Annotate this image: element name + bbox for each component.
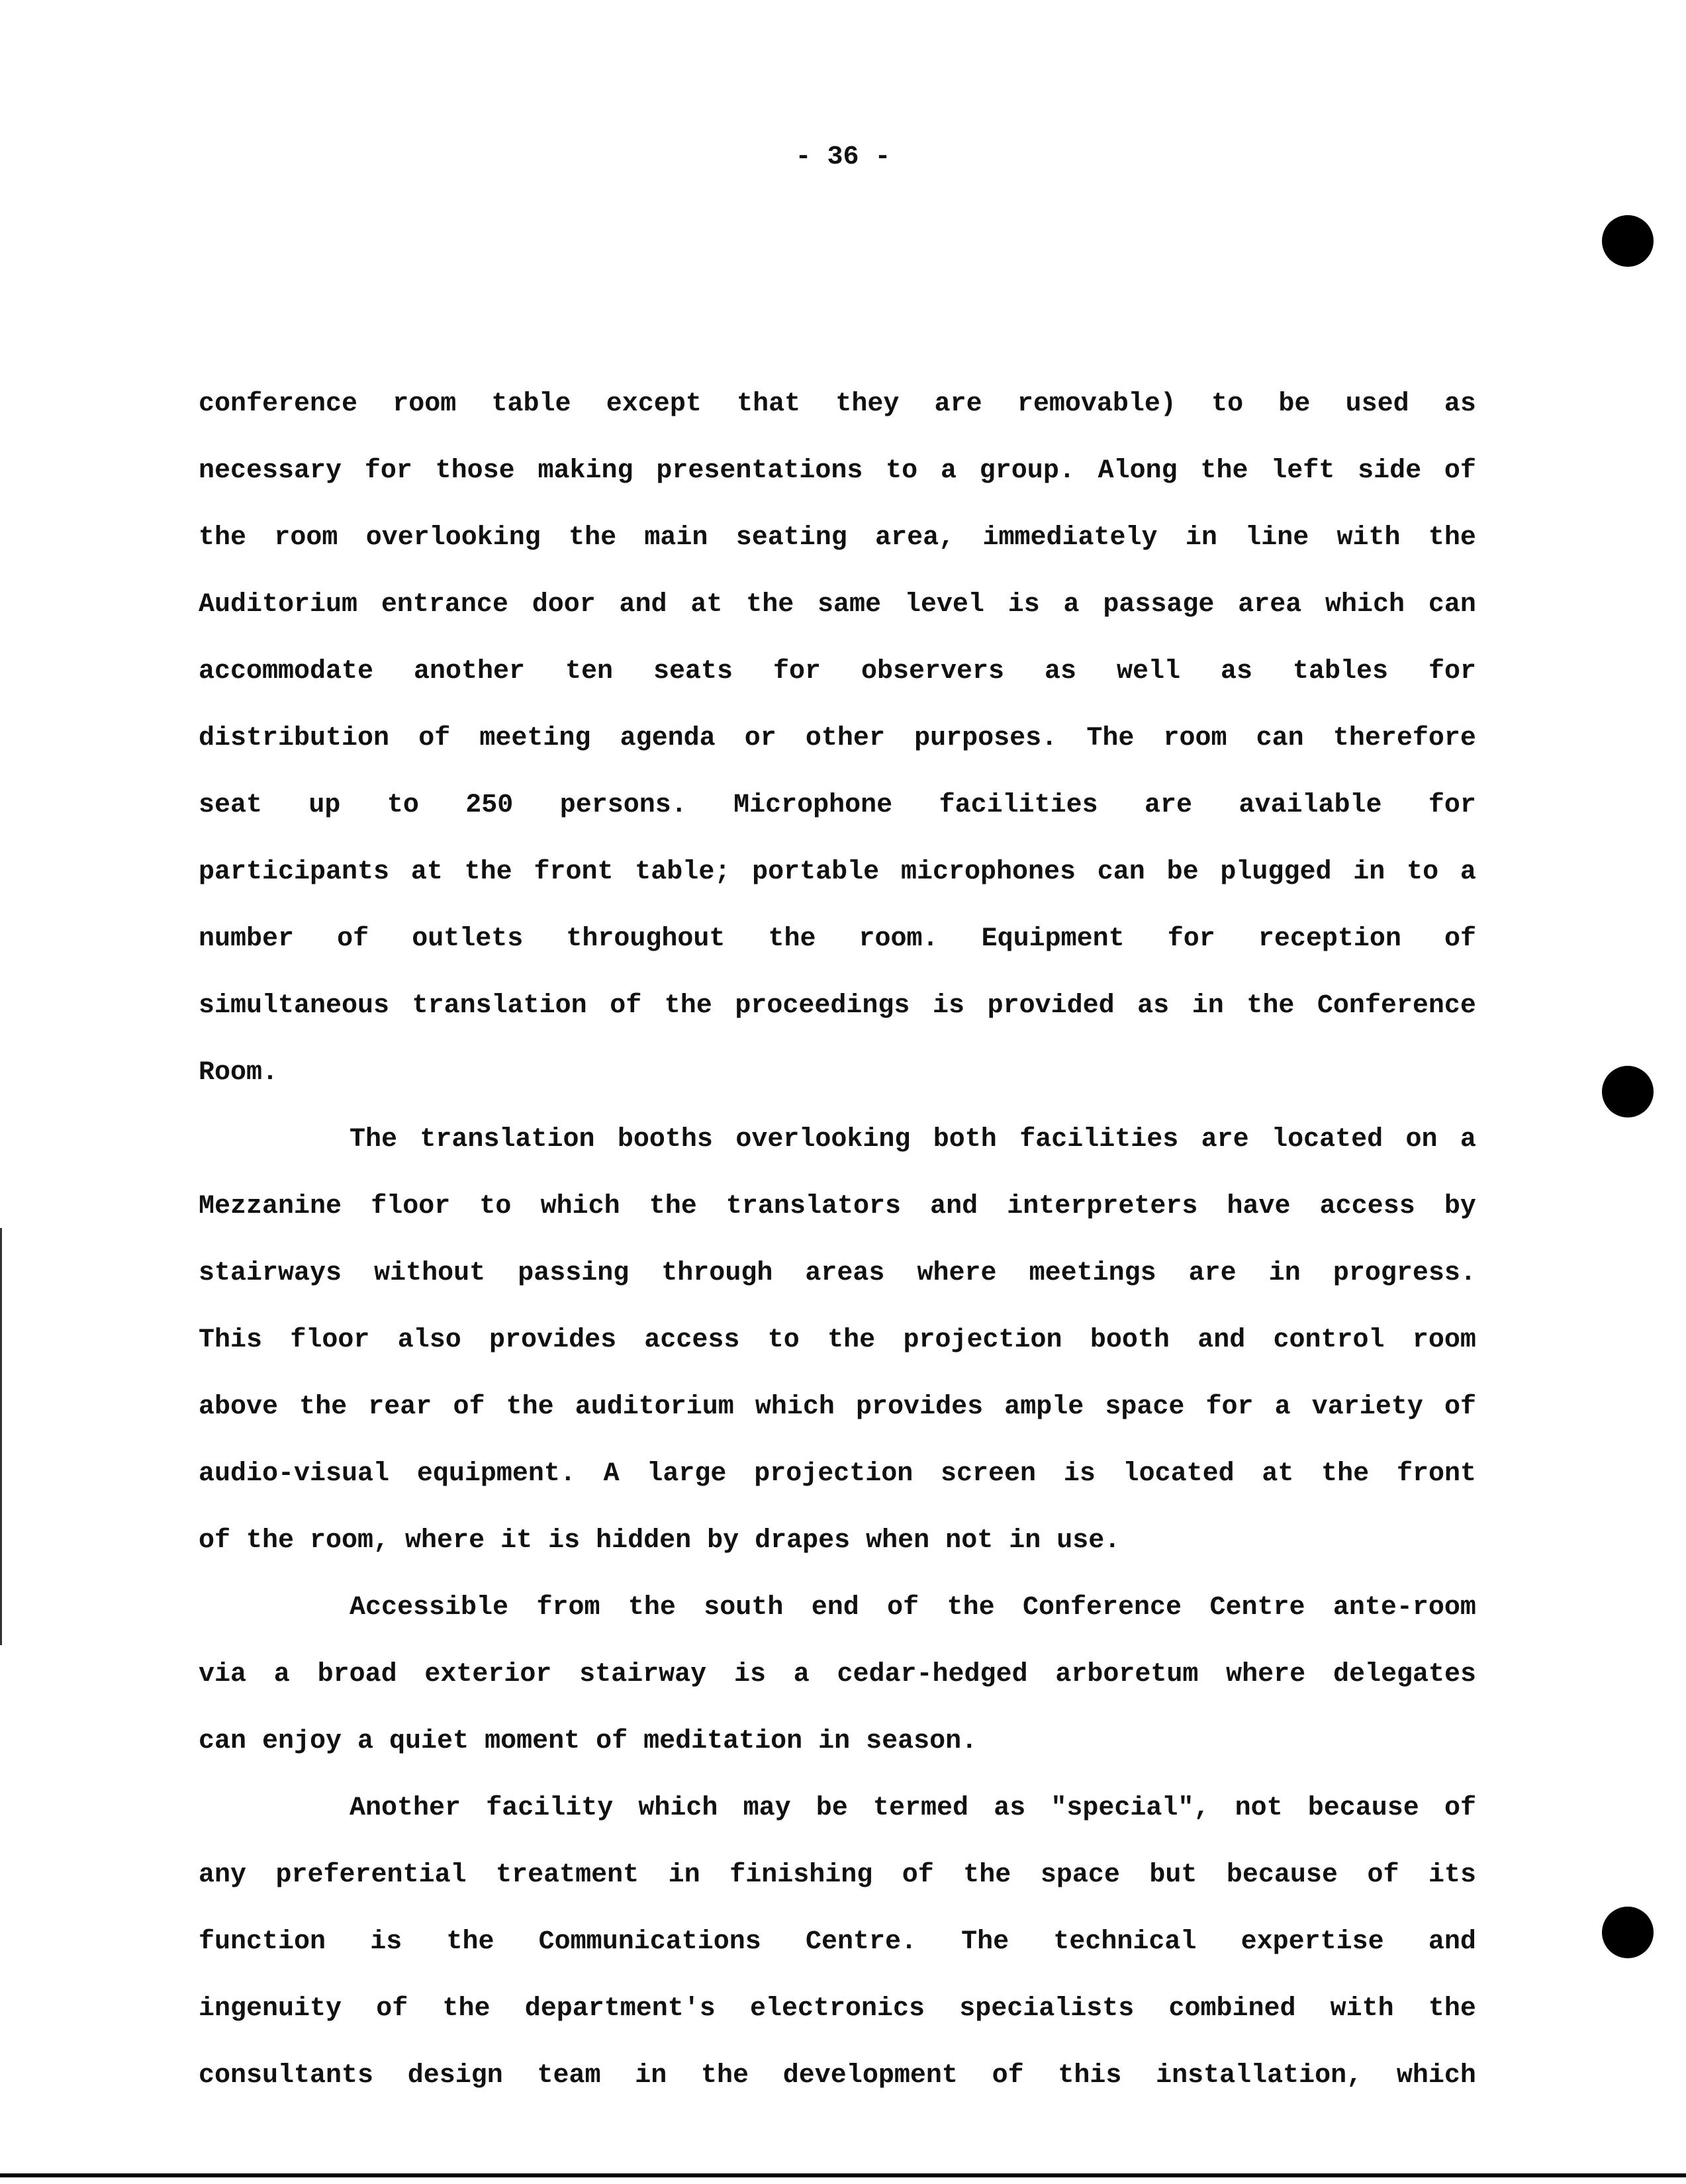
text-line — [199, 371, 1476, 438]
text-line — [199, 1374, 1476, 1441]
word: group. — [979, 456, 1075, 486]
word: the — [701, 2061, 749, 2091]
word: treatment — [496, 1860, 639, 1890]
word: used — [1345, 389, 1409, 419]
text-line — [199, 839, 1476, 906]
word: another — [414, 657, 526, 687]
word: the — [446, 1927, 494, 1957]
word: overlooking — [735, 1125, 911, 1155]
text-line — [199, 1441, 1476, 1507]
word: tables — [1292, 657, 1388, 687]
word: by — [1444, 1192, 1476, 1221]
word: "special", — [1051, 1793, 1210, 1823]
word: a — [1460, 1125, 1476, 1155]
word: can — [1097, 857, 1145, 887]
word: microphones — [900, 857, 1076, 887]
word: stairways — [199, 1258, 342, 1288]
word: any — [199, 1860, 247, 1890]
word: its — [1428, 1860, 1476, 1890]
punch-hole — [1602, 1066, 1654, 1117]
word: stairway — [579, 1660, 707, 1689]
word: variety — [1311, 1392, 1423, 1422]
word: are — [934, 389, 982, 419]
word: line — [1245, 523, 1309, 553]
word: facilities — [1019, 1125, 1179, 1155]
word: meetings — [1029, 1258, 1156, 1288]
word: in — [1353, 857, 1385, 887]
word: via — [199, 1660, 247, 1689]
word: area, — [875, 523, 955, 553]
text-line — [199, 1307, 1476, 1374]
word: facilities — [939, 790, 1098, 820]
word: design — [407, 2061, 503, 2091]
word: the — [1428, 523, 1476, 553]
word: floor — [290, 1325, 370, 1355]
word: audio-visual — [199, 1459, 390, 1489]
word: the — [569, 523, 617, 553]
word: Equipment — [981, 924, 1125, 954]
word: preferential — [275, 1860, 467, 1890]
word: provides — [489, 1325, 617, 1355]
word: a — [1460, 857, 1476, 887]
word: south — [704, 1593, 784, 1623]
word: participants — [199, 857, 390, 887]
text-line — [199, 1775, 1476, 1842]
word: Microphone — [733, 790, 893, 820]
word: other — [805, 724, 885, 753]
word: end — [811, 1593, 859, 1623]
word: in — [1268, 1258, 1301, 1288]
word: for — [1428, 657, 1476, 687]
word: projection — [903, 1325, 1062, 1355]
word: through — [661, 1258, 773, 1288]
word: a — [940, 456, 957, 486]
word: the — [746, 590, 794, 620]
word: rear — [368, 1392, 432, 1422]
word: same — [818, 590, 882, 620]
word: booth — [1090, 1325, 1170, 1355]
text-line — [199, 772, 1476, 839]
word: where — [917, 1258, 997, 1288]
scan-bottom-edge — [0, 2173, 1686, 2177]
word: Centre. — [805, 1927, 917, 1957]
word: to — [479, 1192, 512, 1221]
word: Auditorium — [199, 590, 358, 620]
word: front — [534, 857, 614, 887]
word: proceedings — [735, 991, 910, 1021]
word: Conference — [1023, 1593, 1182, 1623]
word: reception — [1258, 924, 1401, 954]
word: The — [1086, 724, 1135, 753]
word: finishing — [729, 1860, 873, 1890]
word: overlooking — [365, 523, 541, 553]
text-line — [199, 1975, 1476, 2042]
word: from — [536, 1593, 600, 1623]
word: provided — [987, 991, 1115, 1021]
word: and — [619, 590, 667, 620]
word: as — [994, 1793, 1026, 1823]
word: be — [1166, 857, 1199, 887]
word: arboretum — [1055, 1660, 1199, 1689]
text-line — [199, 1106, 1476, 1173]
word: observers — [861, 657, 1005, 687]
word: the — [199, 523, 247, 553]
word: areas — [805, 1258, 885, 1288]
word: of — [1444, 1392, 1476, 1422]
word: combined — [1168, 1994, 1296, 2024]
word: distribution — [199, 724, 390, 753]
word: conference — [199, 389, 358, 419]
word: available — [1239, 790, 1382, 820]
word: room — [393, 389, 457, 419]
word: of — [418, 724, 451, 753]
word: translators — [726, 1192, 901, 1221]
word: presentations — [656, 456, 863, 486]
word: floor — [371, 1192, 451, 1221]
text-line — [199, 1574, 1476, 1641]
word: Along — [1098, 456, 1178, 486]
text-line: of the room, where it is hidden by drapes when not in use. — [199, 1526, 1121, 1556]
word: for — [1167, 924, 1215, 954]
word: delegates — [1333, 1660, 1476, 1689]
word: The — [961, 1927, 1009, 1957]
word: front — [1396, 1459, 1476, 1489]
word: access — [644, 1325, 740, 1355]
word: ante-room — [1333, 1593, 1476, 1623]
word: room. — [859, 924, 939, 954]
text-line — [199, 973, 1476, 1039]
word: Another — [350, 1793, 461, 1823]
word: the — [1321, 1459, 1370, 1489]
word: in — [635, 2061, 667, 2091]
word: a — [273, 1660, 290, 1689]
word: located — [1272, 1125, 1383, 1155]
word: which — [1396, 2061, 1476, 2091]
word: A — [603, 1459, 620, 1489]
word: space — [1040, 1860, 1120, 1890]
word: the — [649, 1192, 697, 1221]
word: both — [933, 1125, 997, 1155]
word: to — [886, 456, 918, 486]
word: which — [638, 1793, 718, 1823]
word: side — [1358, 456, 1422, 486]
word: equipment. — [416, 1459, 576, 1489]
word: the — [1428, 1994, 1476, 2024]
word: projection — [754, 1459, 913, 1489]
word: above — [199, 1392, 279, 1422]
word: entrance — [381, 590, 508, 620]
word: in — [668, 1860, 700, 1890]
word: is — [932, 991, 964, 1021]
word: level — [904, 590, 984, 620]
word: main — [644, 523, 708, 553]
word: at — [690, 590, 723, 620]
word: with — [1330, 1994, 1394, 2024]
word: because — [1307, 1793, 1419, 1823]
word: the — [299, 1392, 348, 1422]
word: the — [768, 924, 816, 954]
word: simultaneous — [199, 991, 390, 1021]
text-line — [199, 705, 1476, 772]
word: for — [1428, 790, 1476, 820]
word: be — [1278, 389, 1311, 419]
word: as — [1045, 657, 1077, 687]
word: may — [743, 1793, 791, 1823]
word: plugged — [1220, 857, 1332, 887]
word: which — [540, 1192, 620, 1221]
word: of — [453, 1392, 485, 1422]
word: or — [744, 724, 776, 753]
scan-edge-line — [0, 1228, 2, 1645]
word: and — [1428, 1927, 1476, 1957]
word: the — [628, 1593, 676, 1623]
word: room — [1412, 1325, 1476, 1355]
word: they — [835, 389, 900, 419]
word: department's — [524, 1994, 716, 2024]
word: that — [737, 389, 801, 419]
word: a — [1274, 1392, 1291, 1422]
word: screen — [941, 1459, 1037, 1489]
word: also — [397, 1325, 461, 1355]
word: to — [767, 1325, 800, 1355]
word: have — [1227, 1192, 1291, 1221]
word: electronics — [749, 1994, 925, 2024]
word: for — [773, 657, 821, 687]
word: Accessible — [350, 1593, 509, 1623]
word: meeting — [479, 724, 591, 753]
word: 250 — [465, 790, 514, 820]
word: on — [1405, 1125, 1438, 1155]
word: passage — [1103, 590, 1215, 620]
word: the — [464, 857, 512, 887]
word: interpreters — [1007, 1192, 1198, 1221]
word: ten — [565, 657, 614, 687]
word: which — [1325, 590, 1405, 620]
word: function — [199, 1927, 326, 1957]
word: this — [1058, 2061, 1122, 2091]
word: Communications — [538, 1927, 761, 1957]
word: access — [1319, 1192, 1415, 1221]
word: left — [1271, 456, 1335, 486]
word: of — [376, 1994, 408, 2024]
text-line — [199, 571, 1476, 638]
word: of — [1444, 924, 1476, 954]
word: those — [435, 456, 515, 486]
word: facility — [486, 1793, 614, 1823]
word: ample — [1004, 1392, 1084, 1422]
word: of — [1444, 456, 1476, 486]
word: up — [308, 790, 341, 820]
word: removable) — [1017, 389, 1176, 419]
word: to — [387, 790, 419, 820]
word: translation — [412, 991, 587, 1021]
word: The — [350, 1125, 398, 1155]
word: located — [1123, 1459, 1235, 1489]
word: are — [1201, 1125, 1249, 1155]
word: seats — [653, 657, 733, 687]
word: can — [1256, 724, 1304, 753]
word: exterior — [424, 1660, 552, 1689]
word: therefore — [1333, 724, 1476, 753]
word: agenda — [620, 724, 716, 753]
text-line — [199, 2042, 1476, 2109]
word: can — [1428, 590, 1476, 620]
word: a — [793, 1660, 810, 1689]
text-line — [199, 504, 1476, 571]
word: is — [1063, 1459, 1096, 1489]
word: outlets — [412, 924, 524, 954]
word: door — [532, 590, 596, 620]
text-line — [199, 1842, 1476, 1909]
word: the — [827, 1325, 876, 1355]
word: of — [1444, 1793, 1476, 1823]
word: booths — [617, 1125, 713, 1155]
word: development — [782, 2061, 958, 2091]
word: room — [274, 523, 338, 553]
page-number: - 36 - — [795, 142, 891, 172]
word: provides — [856, 1392, 984, 1422]
word: the — [1200, 456, 1248, 486]
word: auditorium — [575, 1392, 734, 1422]
word: for — [364, 456, 412, 486]
word: cedar-hedged — [837, 1660, 1028, 1689]
word: area — [1238, 590, 1302, 620]
word: in — [1192, 991, 1224, 1021]
word: the — [664, 991, 712, 1021]
word: room — [1163, 724, 1227, 753]
word: of — [887, 1593, 919, 1623]
word: is — [1007, 590, 1040, 620]
word: well — [1116, 657, 1180, 687]
word: Centre — [1209, 1593, 1305, 1623]
text-line: Room. — [199, 1058, 279, 1088]
word: number — [199, 924, 295, 954]
word: as — [1220, 657, 1252, 687]
word: the — [963, 1860, 1011, 1890]
text-line — [199, 638, 1476, 705]
word: termed — [872, 1793, 969, 1823]
word: This — [199, 1325, 263, 1355]
text-line — [199, 1240, 1476, 1307]
word: to — [1407, 857, 1439, 887]
word: consultants — [199, 2061, 374, 2091]
word: installation, — [1156, 2061, 1363, 2091]
word: because — [1226, 1860, 1338, 1890]
word: passing — [518, 1258, 630, 1288]
word: is — [733, 1660, 766, 1689]
word: Conference — [1317, 991, 1476, 1021]
word: portable — [752, 857, 880, 887]
word: Mezzanine — [199, 1192, 342, 1221]
word: not — [1235, 1793, 1283, 1823]
word: seating — [735, 523, 847, 553]
punch-hole — [1602, 1907, 1654, 1958]
word: immediately — [982, 523, 1158, 553]
word: the — [947, 1593, 995, 1623]
word: table — [491, 389, 571, 419]
word: making — [538, 456, 633, 486]
word: persons. — [559, 790, 687, 820]
text-line — [199, 906, 1476, 973]
word: with — [1336, 523, 1401, 553]
word: team — [537, 2061, 601, 2091]
text-line — [199, 1909, 1476, 1975]
word: for — [1205, 1392, 1254, 1422]
word: at — [1262, 1459, 1294, 1489]
word: specialists — [959, 1994, 1135, 2024]
word: of — [337, 924, 369, 954]
word: space — [1105, 1392, 1185, 1422]
body-text — [199, 371, 1476, 2109]
word: and — [1197, 1325, 1246, 1355]
word: broad — [317, 1660, 397, 1689]
word: the — [442, 1994, 491, 2024]
word: are — [1188, 1258, 1237, 1288]
punch-hole — [1602, 215, 1654, 267]
word: seat — [199, 790, 263, 820]
word: of — [1367, 1860, 1399, 1890]
word: as — [1137, 991, 1170, 1021]
word: translation — [420, 1125, 595, 1155]
word: expertise — [1241, 1927, 1384, 1957]
text-line: can enjoy a quiet moment of meditation in season. — [199, 1727, 978, 1756]
word: which — [755, 1392, 835, 1422]
word: and — [930, 1192, 978, 1221]
word: but — [1149, 1860, 1197, 1890]
text-line — [199, 1173, 1476, 1240]
word: without — [374, 1258, 486, 1288]
word: to — [1211, 389, 1244, 419]
word: the — [506, 1392, 554, 1422]
word: except — [606, 389, 702, 419]
word: ingenuity — [199, 1994, 342, 2024]
word: in — [1185, 523, 1217, 553]
word: control — [1273, 1325, 1385, 1355]
word: of — [902, 1860, 934, 1890]
word: be — [816, 1793, 848, 1823]
word: the — [1246, 991, 1295, 1021]
word: where — [1226, 1660, 1306, 1689]
text-line — [199, 438, 1476, 504]
word: is — [370, 1927, 402, 1957]
word: progress. — [1333, 1258, 1476, 1288]
word: throughout — [566, 924, 726, 954]
text-line — [199, 1641, 1476, 1708]
word: of — [610, 991, 642, 1021]
word: large — [647, 1459, 727, 1489]
word: necessary — [199, 456, 342, 486]
word: purposes. — [914, 724, 1058, 753]
word: technical — [1053, 1927, 1197, 1957]
word: table; — [635, 857, 731, 887]
word: of — [992, 2061, 1024, 2091]
word: at — [410, 857, 443, 887]
word: as — [1444, 389, 1476, 419]
word: accommodate — [199, 657, 374, 687]
word: are — [1145, 790, 1193, 820]
word: a — [1063, 590, 1080, 620]
